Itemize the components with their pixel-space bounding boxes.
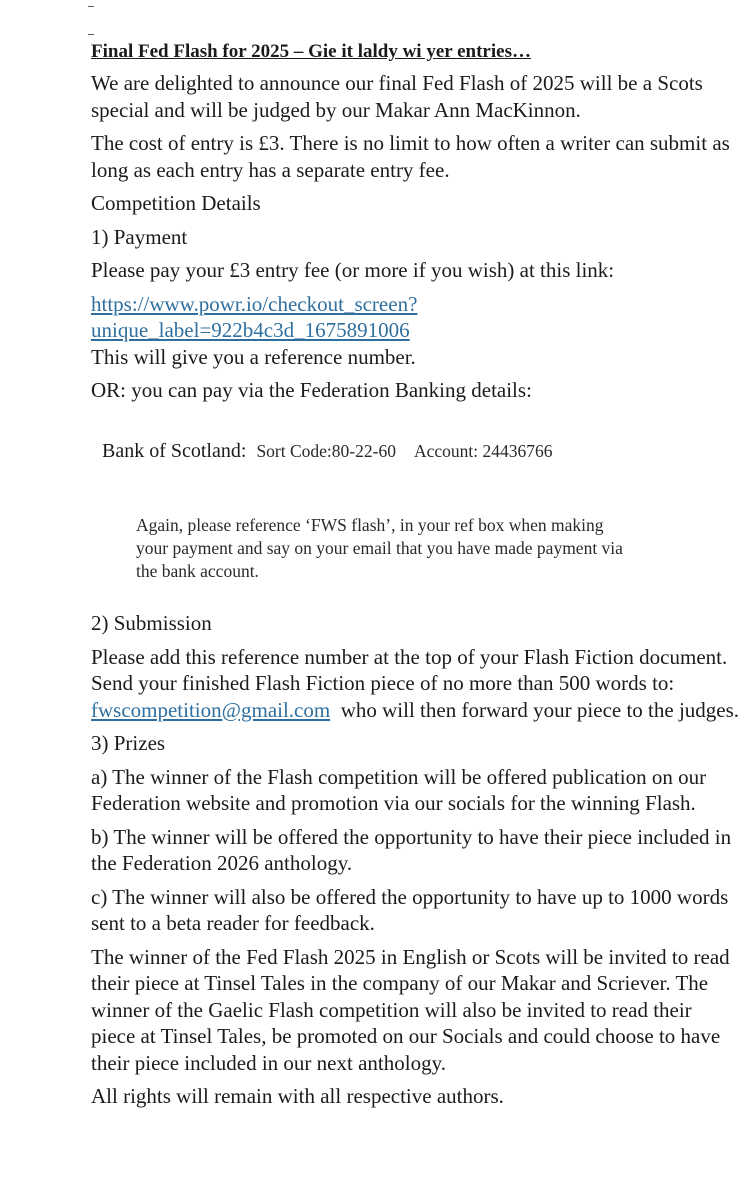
document-title: Final Fed Flash for 2025 – Gie it laldy wi yer entries… (91, 41, 531, 62)
rights-statement: All rights will remain with all respective authors. (91, 1084, 504, 1108)
account-number: Account: 24436766 (413, 441, 553, 461)
reference-note: This will give you a reference number. (91, 344, 416, 369)
bank-details (102, 440, 552, 463)
payment-link-line2[interactable]: unique_label=922b4c3d_1675891006 (91, 318, 410, 342)
submission-text-before: Please add this reference number at the top of your Flash Fiction document. Send your finished Flash Fiction piece of no more than 500 words to: (91, 644, 728, 695)
payment-link[interactable] (91, 291, 741, 344)
bank-or-line: OR: you can pay via the Federation Banking details: (91, 378, 532, 402)
payment-note: Again, please reference ‘FWS flash’, in your ref box when making your payment and say on your email that you have made payment via the bank account. (136, 514, 623, 581)
prize-b: b) The winner will be offered the opportunity to have their piece included in the Federation 2026 anthology. (91, 824, 732, 875)
document-body-lower (91, 610, 741, 1110)
payment-link-line1[interactable]: https://www.powr.io/checkout_screen? (91, 291, 418, 316)
prize-a: a) The winner of the Flash competition will be offered publication on our Federation website and promotion via our socials for the winning Flash. (91, 764, 707, 815)
intro-paragraph: We are delighted to announce our final Fed Flash of 2025 will be a Scots special and will be judged by our Makar Ann MacKinnon. (91, 71, 703, 122)
payment-instruction: Please pay your £3 entry fee (or more if you wish) at this link: (91, 258, 615, 282)
document-body (91, 40, 741, 404)
closing-paragraph: The winner of the Fed Flash 2025 in English or Scots will be invited to read their piece at Tinsel Tales in the company of our Makar and Scriever. The winner of the Gaelic Flash competition will also be invited to read their piece at Tinsel Tales, be promoted on our Socials and could choose to have their piece included in our next anthology. (91, 944, 730, 1075)
scan-mark (88, 6, 94, 7)
prizes-heading: 3) Prizes (91, 731, 166, 755)
prize-c: c) The winner will also be offered the opportunity to have up to 1000 words sent to a beta reader for feedback. (91, 884, 729, 935)
cost-paragraph: The cost of entry is £3. There is no limit to how often a writer can submit as long as each entry has a separate entry fee. (91, 131, 730, 182)
payment-heading: 1) Payment (91, 224, 188, 249)
submission-text-after: who will then forward your piece to the judges. (330, 697, 740, 722)
competition-heading: Competition Details (91, 191, 261, 215)
sort-code: Sort Code:80-22-60 (256, 441, 396, 461)
email-link[interactable]: fwscompetition@gmail.com (91, 697, 331, 722)
submission-paragraph (91, 644, 741, 724)
submission-heading: 2) Submission (91, 611, 212, 635)
scan-mark (88, 34, 94, 35)
bank-label: Bank of Scotland: (102, 440, 247, 462)
